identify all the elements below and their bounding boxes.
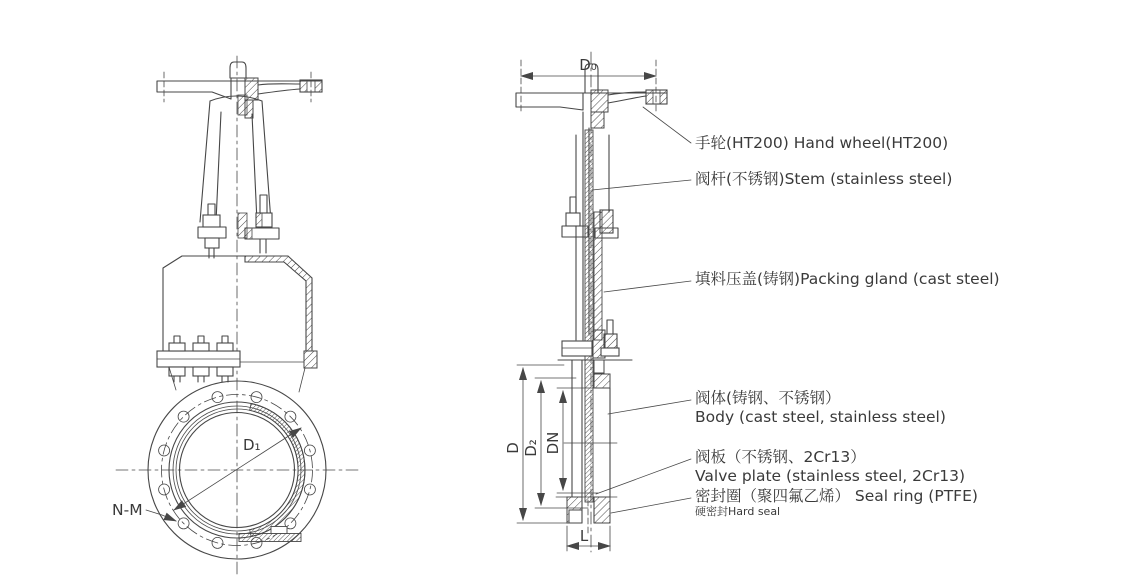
rim-hatch-a xyxy=(300,80,307,92)
front-view xyxy=(112,56,358,578)
leader-lines xyxy=(592,107,691,513)
bonnet-front xyxy=(163,256,312,351)
bonnet-wall-section xyxy=(245,256,312,351)
hub-lower-hatch-side xyxy=(591,112,604,128)
nm-label: N-M xyxy=(112,501,143,519)
stem-cap xyxy=(230,62,246,78)
d0-label: D₀ xyxy=(579,56,597,74)
d-label: D xyxy=(504,442,522,454)
dn-label: DN xyxy=(544,431,562,455)
flange-section-right xyxy=(594,497,610,523)
l-label: L xyxy=(579,527,589,545)
body-label-en: Body (cast steel, stainless steel) xyxy=(695,408,946,426)
d1-dimension xyxy=(174,428,301,510)
valve-plate-label-zh: 阀板（不锈钢、2Cr13） xyxy=(695,448,866,466)
stem-hatch-upper xyxy=(238,95,247,115)
valve-plate-label-en: Valve plate (stainless steel, 2Cr13) xyxy=(695,467,965,485)
packing-gland-label: 填料压盖(铸钢)Packing gland (cast steel) xyxy=(695,270,1000,288)
wheel-spokes xyxy=(258,84,300,94)
vertical-dimensions xyxy=(504,365,598,523)
callout-labels xyxy=(695,134,1000,518)
hard-seal-note: 硬密封Hard seal xyxy=(695,505,781,518)
stem-column-side xyxy=(576,112,609,502)
rim-hatch-c xyxy=(646,90,653,104)
rim-centerline-ticks xyxy=(164,72,311,102)
stem-label: 阀杆(不锈钢)Stem (stainless steel) xyxy=(695,170,953,188)
hand-wheel-label: 手轮(HT200) Hand wheel(HT200) xyxy=(695,134,949,152)
seal-ring-label: 密封圈（聚四氟乙烯） Seal ring (PTFE) xyxy=(695,487,978,505)
d0-dimension xyxy=(521,56,656,76)
body-neck-hatch xyxy=(594,374,610,388)
rim-hatch-b xyxy=(315,80,322,92)
d1-label: D₁ xyxy=(243,436,261,454)
gland-bolt-washer xyxy=(601,348,619,356)
seal-retainer xyxy=(271,527,287,534)
nm-callout xyxy=(112,501,176,521)
flange-notch xyxy=(569,510,582,523)
gland-bolt-nut xyxy=(604,334,617,348)
rim-hatch-d xyxy=(660,90,667,104)
gate-plate-section xyxy=(585,130,593,502)
body-label-zh: 阀体(铸钢、不锈钢） xyxy=(695,389,841,407)
d2-label: D₂ xyxy=(522,439,540,457)
l-dimension xyxy=(567,526,610,551)
gland-lug-section xyxy=(304,351,317,368)
seal-seat-section xyxy=(239,534,301,542)
hub-section-hatch-side xyxy=(591,90,608,112)
body-step-block xyxy=(594,360,604,373)
wheel-spokes-side xyxy=(608,92,646,103)
side-view xyxy=(504,52,691,552)
